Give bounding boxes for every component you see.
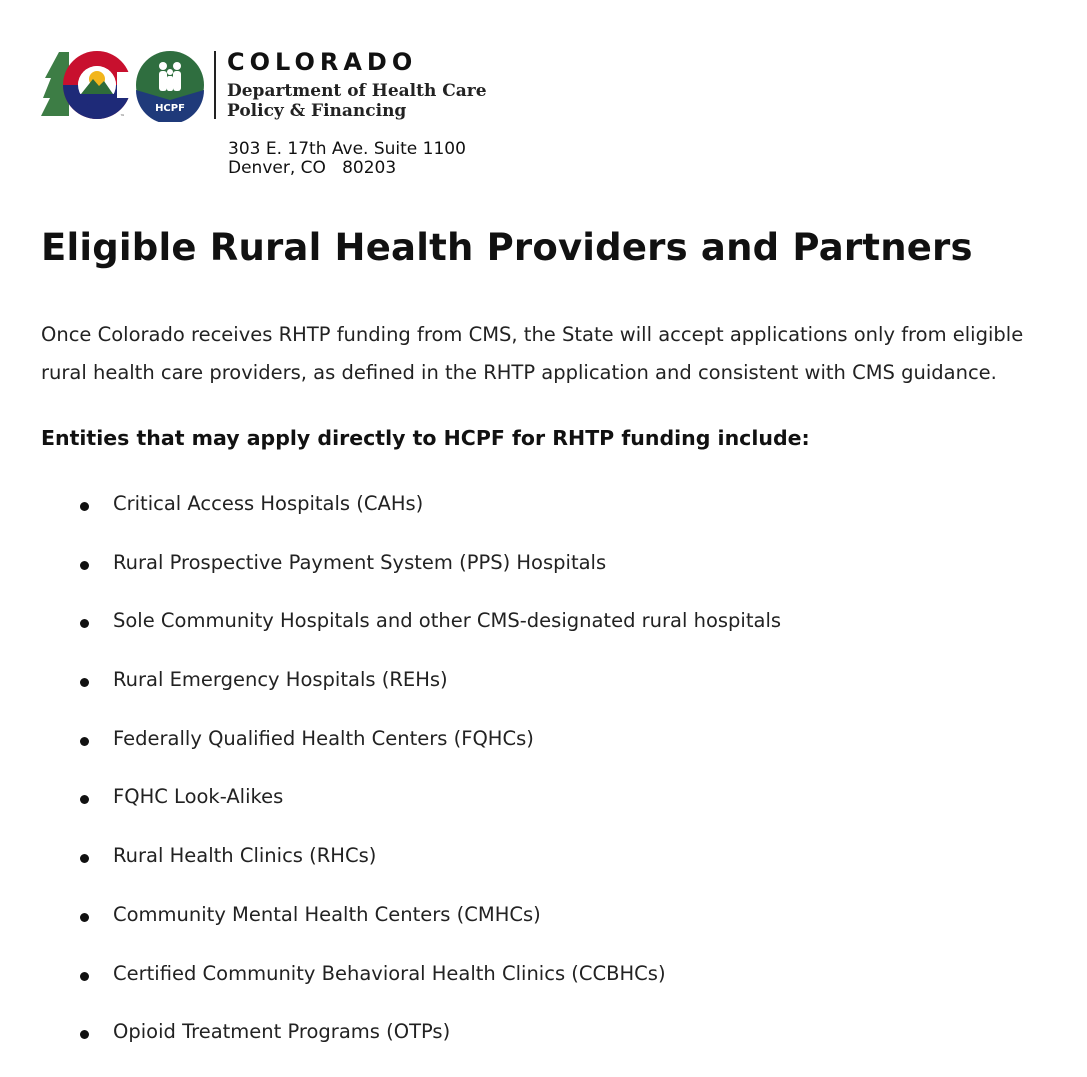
bullet-icon [80, 795, 89, 804]
bullet-icon [80, 737, 89, 746]
intro-paragraph: Once Colorado receives RHTP funding from CMS, the State will accept applications only from eligible rural health care providers, as defined in the RHTP application and consistent with CMS guidance. [41, 323, 1024, 384]
page-title: Eligible Rural Health Providers and Partners [41, 226, 973, 269]
logo-group [41, 48, 211, 122]
bullet-icon [80, 913, 89, 922]
bullet-icon [80, 972, 89, 981]
entity-label: Rural Prospective Payment System (PPS) Hospitals [113, 550, 607, 574]
svg-text:HCPF: HCPF [155, 103, 185, 114]
hcpf-badge-logo [136, 51, 204, 122]
bullet-icon [80, 619, 89, 628]
bullet-icon [80, 1030, 89, 1039]
bullet-icon [80, 678, 89, 687]
entity-label: Certified Community Behavioral Health Clinics (CCBHCs) [113, 961, 666, 985]
bullet-icon [80, 561, 89, 570]
entity-label: Federally Qualified Health Centers (FQHCs) [113, 726, 534, 750]
colorado-c-logo [63, 51, 135, 120]
entity-label: Sole Community Hospitals and other CMS-designated rural hospitals [113, 609, 782, 633]
entity-label: Opioid Treatment Programs (OTPs) [113, 1020, 451, 1044]
entities-subheading: Entities that may apply directly to HCPF for RHTP funding include: [41, 426, 810, 450]
entity-label: Rural Emergency Hospitals (REHs) [113, 668, 448, 692]
entity-label: Community Mental Health Centers (CMHCs) [113, 902, 541, 926]
entity-label: Critical Access Hospitals (CAHs) [113, 492, 424, 515]
logo-divider [214, 51, 216, 119]
entity-label: FQHC Look-Alikes [113, 785, 284, 809]
address-line1: 303 E. 17th Ave. Suite 1100 [228, 139, 466, 159]
letterhead [41, 48, 501, 188]
entity-label: Rural Health Clinics (RHCs) [113, 844, 377, 868]
department-name-line1: Department of Health Care [227, 81, 487, 101]
org-name: COLORADO [227, 48, 418, 76]
bullet-icon [80, 854, 89, 863]
address-line2: Denver, CO 80203 [228, 158, 397, 178]
svg-text:™: ™ [120, 114, 125, 120]
department-name-line2: Policy & Financing [227, 101, 407, 121]
bullet-icon [80, 502, 89, 511]
colorado-logo-icon [41, 48, 211, 122]
